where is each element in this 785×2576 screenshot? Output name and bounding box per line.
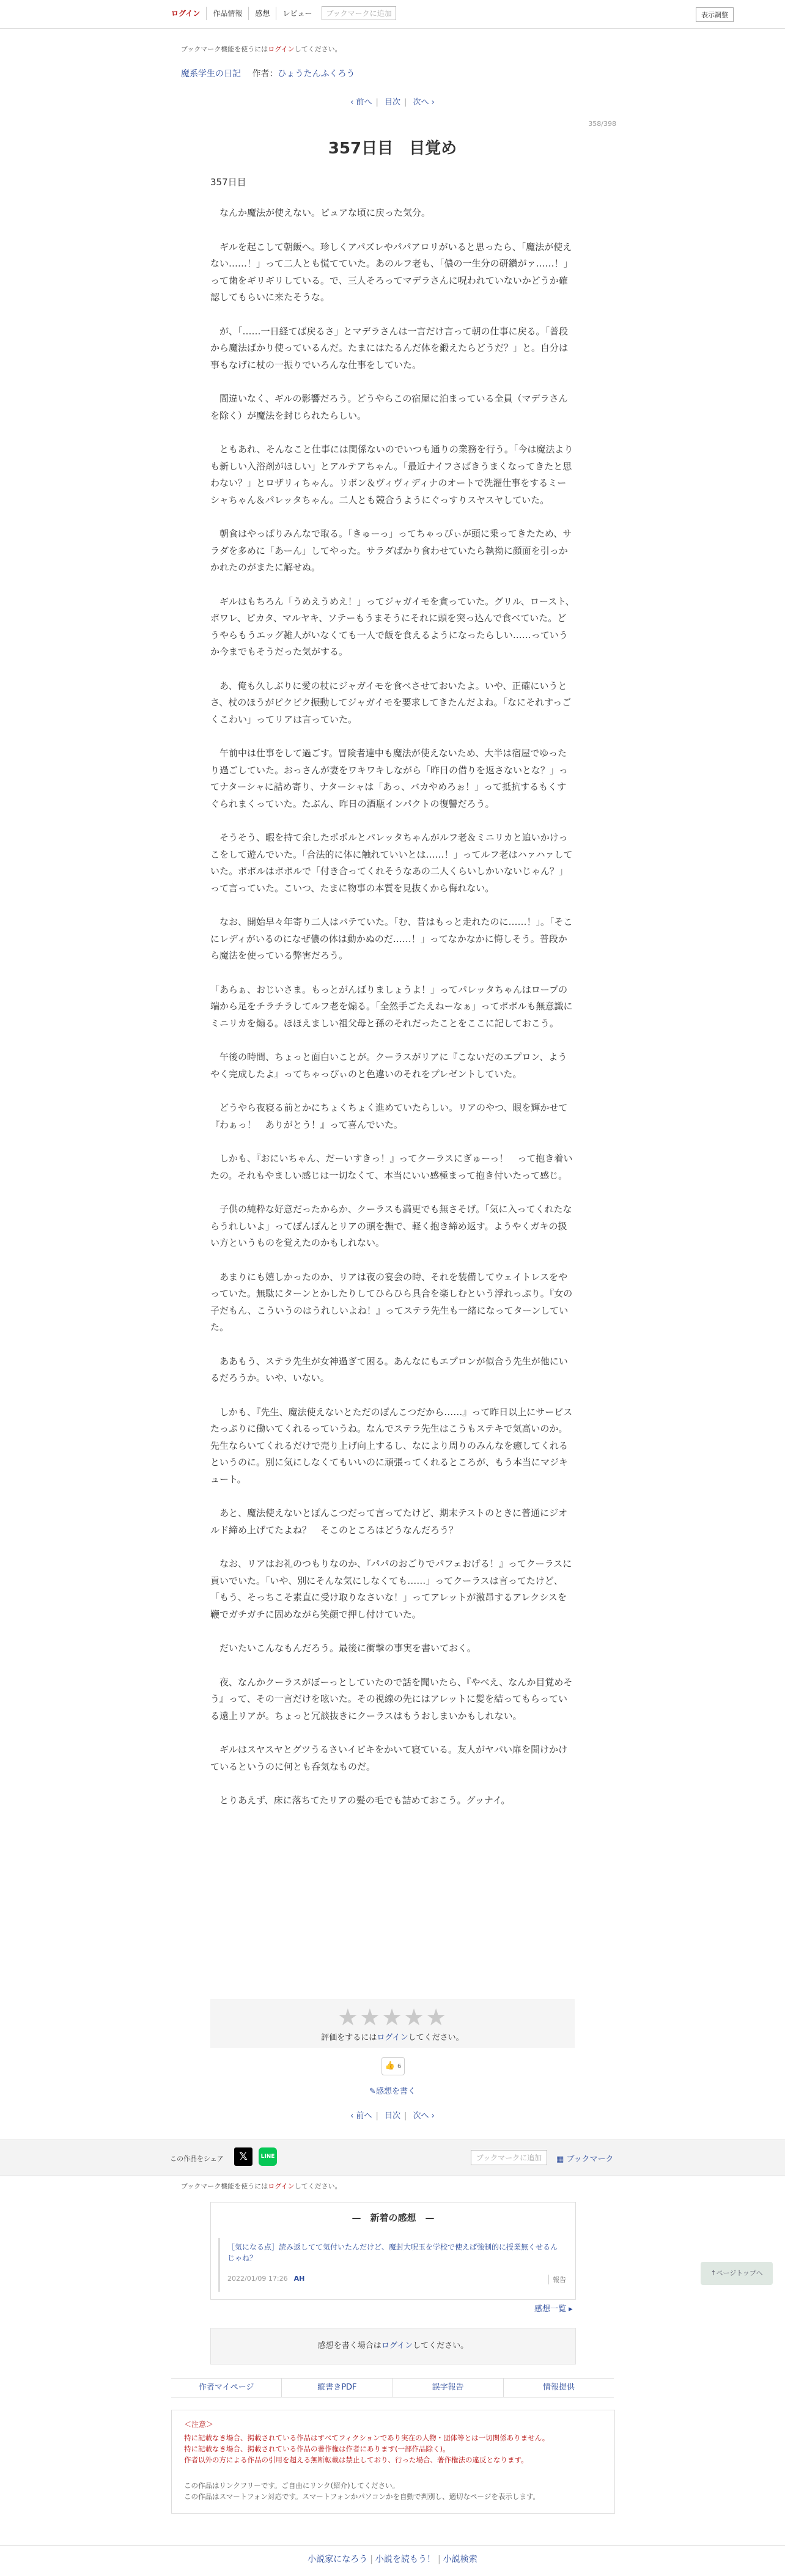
impressions-box xyxy=(210,2202,576,2300)
like-button[interactable] xyxy=(381,2057,405,2075)
pager-separator: | xyxy=(375,98,378,107)
page-count: 358/398 xyxy=(588,120,616,128)
login-impression-suffix: してください。 xyxy=(413,2341,469,2350)
pager-bottom xyxy=(0,2109,785,2121)
pager-separator: | xyxy=(375,2111,378,2121)
chapter-title: 357日目 目覚め xyxy=(328,139,457,158)
footer-links xyxy=(171,2378,614,2398)
body-paragraph: 夜、なんかクーラスがぼーっとしていたので話を聞いたら、『やべえ、なんか目覚めそう』って、その一言だけを呟いた。その視線の先にはアレットに髪を結ってもらっている遠上リアが。ちょっと冗談抜きにクーラスはもうおしまいかもしれない。 xyxy=(210,1676,573,1721)
bottom-link-separator: | xyxy=(438,2555,441,2564)
body-paragraph: あと、魔法使えないとぽんこつだって言ってたけど、期末テストのときに普通にジオルド締め上げてたよね？ そこのところはどうなんだろう？ xyxy=(210,1507,568,1536)
notice-grey-line: この作品はスマートフォン対応です。スマートフォンかパソコンかを自動で判別し、適切なページを表示します。 xyxy=(184,2492,540,2501)
body-paragraph: なんか魔法が使えない。ピュアな頃に戻った気分。 xyxy=(210,207,431,218)
bottom-link[interactable]: 小説家になろう xyxy=(308,2555,368,2564)
bookmark-login-note xyxy=(181,44,342,54)
notice-red-line: 特に記載なき場合、掲載されている作品はすべてフィクションであり実在の人物・団体等とは一切関係ありません。 xyxy=(184,2434,550,2442)
bookmark-link[interactable] xyxy=(556,2152,614,2164)
bottom-link-separator: | xyxy=(370,2555,373,2564)
rating-stars[interactable]: ★★★★★ xyxy=(337,2004,448,2031)
series-info xyxy=(181,67,355,79)
body-paragraph: なお、開始早々年寄り二人はバテていた。「む、昔はもっと走れたのに……！」。「そこにレディがいるのになぜ儂の体は動かぬのだ……！」ってなかなかに悔しそう。普段から魔法を使っている弊害だろう。 xyxy=(210,916,573,961)
bookmark-login-link[interactable]: ログイン xyxy=(268,2182,295,2190)
top-nav-item[interactable]: 感想 xyxy=(249,7,276,20)
impression-entry xyxy=(218,2238,569,2292)
bookmark-add-button[interactable]: ブックマークに追加 xyxy=(471,2150,547,2165)
bookmark-note-suffix: してください。 xyxy=(294,2182,342,2190)
footer-link[interactable]: 情報提供 xyxy=(542,2383,575,2392)
like-count: 6 xyxy=(397,2063,402,2070)
body-paragraph: ギルはもちろん「うめえうめえ！」ってジャガイモを貪っていた。グリル、ロースト、ポワレ、ピカタ、マルヤキ、ソテーもうまそうにそれに頭を突っ込んで食べていた。どうやらもうエッグ雑人がいなくても一人で飯を食えるようになったらしい……っていうか今までもそうだった気がする。 xyxy=(210,595,575,657)
bookmark-note-suffix: してください。 xyxy=(294,45,342,53)
display-settings-button[interactable]: 表示調整 xyxy=(696,7,734,22)
body-paragraph: 「あらぁ、おじいさま。もっとがんばりましょうよ！」ってパレッタちゃんはロープの端から足をチラチラしてルフ老を煽る。「全然手ごたえねーなぁ」ってポポルも無意識にミニリカを煽る。ほほえましい祖父母と孫のそれだったことをここに記しておこう。 xyxy=(210,984,573,1029)
prev-link[interactable]: ‹ 前へ xyxy=(350,2111,372,2121)
x-share-icon[interactable]: 𝕏 xyxy=(234,2147,252,2166)
write-impression-link[interactable]: ✎感想を書く xyxy=(369,2087,416,2096)
top-nav-item[interactable]: 作品情報 xyxy=(207,7,249,20)
rating-note-prefix: 評価をするには xyxy=(321,2033,377,2042)
impressions-view-all-link[interactable]: 感想一覧 ▸ xyxy=(534,2305,573,2314)
prev-link[interactable]: ‹ 前へ xyxy=(350,98,372,107)
author-label: 作者： xyxy=(252,69,278,79)
bookmark-add-button[interactable]: ブックマークに追加 xyxy=(322,6,396,20)
bottom-link[interactable]: 小説を読もう！ xyxy=(375,2555,435,2564)
body-paragraph: だいたいこんなもんだろう。最後に衝撃の事実を書いておく。 xyxy=(210,1643,476,1654)
top-nav-item[interactable]: ログイン xyxy=(171,7,207,20)
login-impression-link[interactable]: ログイン xyxy=(381,2341,413,2350)
bottom-link[interactable]: 小説検索 xyxy=(443,2555,477,2564)
body-paragraph: なお、リアはお礼のつもりなのか、『パパのおごりでパフェおげる！』ってクーラスに貢いでいた。「いや、別にそんな気にしなくても……」ってクーラスは言ってたけど、「もう、そっちこそ素直に受け取りなさいな！」ってアレットが激昂するアレクシスを鞭でガチガチに固めながら笑顔で押し付けていた。 xyxy=(210,1558,572,1620)
notice-red-line: 特に記載なき場合、掲載されている作品の著作権は作者にあります(一部作品除く)。 xyxy=(184,2445,450,2453)
author-link[interactable]: ひょうたんふくろう xyxy=(278,69,355,79)
body-paragraph: 間違いなく、ギルの影響だろう。どうやらこの宿屋に泊まっている全員（マデラさんを除く）が魔法を封じられたらしい。 xyxy=(210,393,568,421)
chapter-subtitle: 357日目 xyxy=(210,177,246,188)
rating-login-link[interactable]: ログイン xyxy=(377,2033,408,2042)
body-paragraph: しかも、『おにいちゃん、だーいすきっ！』ってクーラスにぎゅーっ！ って抱き着いたの。それもやましい感じは一切なくて、本当にいい感極まって抱き付いたって感じ。 xyxy=(210,1153,573,1181)
notice-red-lines xyxy=(184,2432,606,2465)
bookmark-note-prefix: ブックマーク機能を使うには xyxy=(181,45,268,53)
rating-box xyxy=(210,1999,575,2048)
bookmark-login-link[interactable]: ログイン xyxy=(268,45,295,53)
index-link[interactable]: 目次 xyxy=(384,2111,400,2121)
notice-grey-lines xyxy=(184,2480,606,2502)
thumbs-up-icon: 👍 xyxy=(385,2061,395,2070)
top-navigation xyxy=(0,0,785,29)
rating-note-suffix: してください。 xyxy=(408,2033,464,2042)
rating-login-note xyxy=(210,2031,575,2042)
notice-box xyxy=(171,2410,615,2514)
impressions-heading: — 新着の感想 — xyxy=(352,2212,435,2223)
body-paragraph: が、「……一日経てば戻るさ」とマデラさんは一言だけ言って朝の仕事に戻る。「普段から魔法ばかり使っているんだ。たまにはたるんだ体を鍛えたらどうだ？」と。自分は事もなげに杖の一振りでいろんな仕事をしていた。 xyxy=(210,325,569,370)
top-nav-items xyxy=(171,6,396,20)
chapter-body xyxy=(210,205,575,1827)
body-paragraph: 午前中は仕事をして過ごす。冒険者連中も魔法が使えないため、大半は宿屋でゆったり過ごしていた。おっさんが妻をワキワキしながら「昨日の借りを返さないとな？」ってナターシャに詰め寄り、ナターシャは「あっ、バカやめろぉ！」って抵抗するもくすぐられまくっていた。たぶん、昨日の酒瓶インパクトの復讐だろう。 xyxy=(210,748,569,809)
impression-text[interactable]: ［気になる点］読み返してて気付いたんだけど、魔封大呪玉を学校で使えば強制的に授業無くせるんじゃね？ xyxy=(227,2243,558,2262)
index-link[interactable]: 目次 xyxy=(384,98,400,107)
impression-meta xyxy=(227,2275,304,2283)
notice-grey-line: この作品はリンクフリーです。ご自由にリンク(紹介)してください。 xyxy=(184,2481,400,2490)
footer-link[interactable]: 作者マイページ xyxy=(171,2379,282,2397)
body-paragraph: ギルはスヤスヤとグツうるさいイビキをかいて寝ている。友人がヤバい扉を開けかけているというのに何とも呑気なものだ。 xyxy=(210,1744,567,1772)
bookmark-note-prefix: ブックマーク機能を使うには xyxy=(181,2182,268,2190)
body-paragraph: しかも、『先生、魔法使えないとただのぽんこつだから……』って昨日以上にサービスたっぷりに働いてくれるっていうね。なんでステラ先生はこうもステキで気高いのか。先生ならいてくれるだけで売り上げ向上するし、なにより周りのみんなを癒してくれるというのに。別に気にしなくてもいいのに頑張ってくれるところが、もう本当にマジキュート。 xyxy=(210,1406,573,1485)
body-paragraph: とりあえず、床に落ちてたリアの髪の毛でも詰めておこう。グッナイ。 xyxy=(210,1795,510,1806)
bookmark-login-note-bottom xyxy=(181,2181,342,2191)
pager-separator: | xyxy=(404,2111,407,2121)
body-paragraph: 朝食はやっぱりみんなで取る。「きゅーっ」ってちゃっぴぃが頭に乗ってきたため、サラダを多めに「あーん」してやった。サラダばかり食わせていたら執拗に顔面を引っかかれたのがまたに解せぬ。 xyxy=(210,528,572,573)
bookmark-icon: ▦ xyxy=(556,2155,564,2164)
impression-date: 2022/01/09 17:26 xyxy=(227,2275,288,2283)
bookmark-label: ブックマーク xyxy=(566,2155,614,2164)
body-paragraph: あまりにも嬉しかったのか、リアは夜の宴会の時、それを装備してウェイトレスをやっていた。無駄にターンとかしたりしてひらひら具合を楽しむという浮れっぷり。『女の子だもん、こういうのはうれしいよね！』ってステラ先生も一緒になってターンしていた。 xyxy=(210,1271,573,1333)
share-bar xyxy=(0,2140,785,2176)
share-label: この作品をシェア xyxy=(170,2155,224,2163)
login-impression-prefix: 感想を書く場合は xyxy=(317,2341,381,2350)
notice-red-line: 作者以外の方による作品の引用を超える無断転載は禁止しており、行った場合、著作権法の違反となります。 xyxy=(184,2456,528,2464)
body-paragraph: あ、俺も久しぶりに愛の杖にジャガイモを食べさせておいたよ。いや、正確にいうとさ、杖のほうがピクピク振動してジャガイモを要求してきたんだよね。「なにそれすっごくこわい」ってリアは言っていた。 xyxy=(210,680,572,725)
page-top-button[interactable]: ↑ページトップへ xyxy=(701,2262,773,2285)
body-paragraph: そうそう、暇を持て余したポポルとパレッタちゃんがルフ老＆ミニリカと追いかけっこをして遊んでいた。「合法的に体に触れていいとは……！」ってルフ老はハァハァしていた。ポポルはポポルで「付き合ってくれそうなあの二人くらいしかいないじゃん？」って言っていた。こいつ、たまに物事の本質を見抜くから侮れない。 xyxy=(210,832,573,894)
body-paragraph: ああもう、ステラ先生が女神過ぎて困る。あんなにもエプロンが似合う先生が他にいるだろうか。いや、いない。 xyxy=(210,1355,568,1383)
pager-separator: | xyxy=(404,98,407,107)
notice-title: ＜注意＞ xyxy=(184,2420,214,2429)
line-share-icon[interactable]: LINE xyxy=(259,2147,277,2166)
pager-top xyxy=(0,95,785,107)
series-title-link[interactable]: 魔系学生の日記 xyxy=(181,69,241,79)
impression-report-link[interactable]: 報告 xyxy=(548,2275,566,2284)
body-paragraph: ともあれ、そんなこと仕事には関係ないのでいつも通りの業務を行う。「今は魔法よりも新しい入浴剤がほしい」とアルテアちゃん。「最近ナイフさばきうまくなってきたと思わない？」とロザリィちゃん。リボン＆ヴィヴィディナのオートで洗濯仕事をするミーシャちゃん＆パレッタちゃん。二人とも競合うようにぐっすりスヤスヤしていた。 xyxy=(210,444,573,506)
impression-user-link[interactable]: AH xyxy=(293,2275,305,2283)
body-paragraph: どうやら夜寝る前とかにちょくちょく進めていたらしい。リアのやつ、眼を輝かせて『わぁっ！ ありがとう！』って喜んでいた。 xyxy=(210,1102,568,1130)
footer-link[interactable]: 誤字報告 xyxy=(393,2379,504,2397)
top-nav-item[interactable]: レビュー xyxy=(282,9,312,18)
body-paragraph: ギルを起こして朝飯へ。珍しくアパズレやパパアロリがいると思ったら、「魔法が使えない……！」って二人とも慌てていた。あのルフ老も、「儂の一生分の研鑽がァ……！」って歯をギリギリしている。で、三人そろってマデラさんに呪われていないかどうか確認してもらいに来たそうな。 xyxy=(210,241,573,303)
bottom-links xyxy=(0,2553,785,2565)
next-link[interactable]: 次へ › xyxy=(413,98,435,107)
body-paragraph: 子供の純粋な好意だったからか、クーラスも満更でも無さそげ。「気に入ってくれたならうれしいよ」ってぽんぽんとリアの頭を撫で、軽く抱き締め返す。ようやくガキの扱い方というものを覚えたのかもしれない。 xyxy=(210,1204,572,1248)
login-impression-box xyxy=(210,2328,576,2364)
body-paragraph: 午後の時間、ちょっと面白いことが。クーラスがリアに『こないだのエプロン、ようやく完成したよ』ってちゃっぴぃのと色違いのそれをプレゼントしていた。 xyxy=(210,1051,567,1080)
footer-link[interactable]: 縦書きPDF xyxy=(282,2379,392,2397)
next-link[interactable]: 次へ › xyxy=(413,2111,435,2121)
bottom-divider xyxy=(0,2545,785,2546)
